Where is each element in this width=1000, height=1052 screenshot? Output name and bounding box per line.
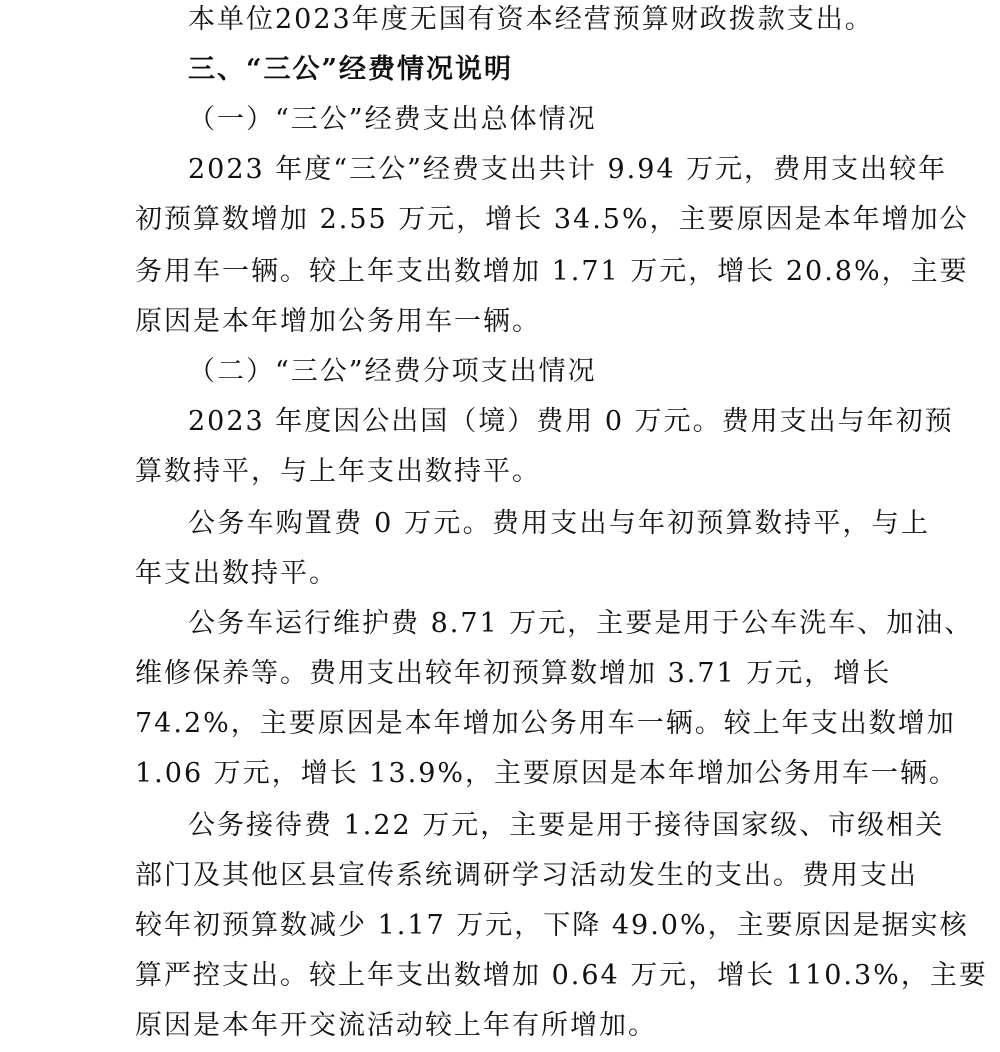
paragraph-line: 初预算数增加 2.55 万元，增长 34.5%，主要原因是本年增加公	[135, 204, 969, 235]
paragraph-line: 2023 年度因公出国（境）费用 0 万元。费用支出与年初预	[188, 406, 954, 437]
paragraph-line: 原因是本年增加公务用车一辆。	[135, 306, 541, 337]
subsection-heading: （二）“三公”经费分项支出情况	[188, 356, 597, 387]
paragraph-line: 74.2%，主要原因是本年增加公务用车一辆。较上年支出数增加	[135, 708, 956, 739]
paragraph-line: 较年初预算数减少 1.17 万元，下降 49.0%，主要原因是据实核	[135, 910, 969, 941]
paragraph-line: 维修保养等。费用支出较年初预算数增加 3.71 万元，增长	[135, 658, 892, 689]
paragraph-line: 1.06 万元，增长 13.9%，主要原因是本年增加公务用车一辆。	[135, 758, 959, 789]
section-heading: 三、“三公”经费情况说明	[188, 54, 514, 85]
paragraph-line: 算数持平，与上年支出数持平。	[135, 456, 541, 487]
paragraph-line: 公务车购置费 0 万元。费用支出与年初预算数持平，与上	[188, 508, 930, 539]
paragraph-line: 公务车运行维护费 8.71 万元，主要是用于公车洗车、加油、	[188, 608, 974, 639]
paragraph-line: 原因是本年开交流活动较上年有所增加。	[135, 1010, 657, 1041]
paragraph-line: 年支出数持平。	[135, 558, 338, 589]
paragraph-line: 务用车一辆。较上年支出数增加 1.71 万元，增长 20.8%，主要	[135, 256, 969, 287]
paragraph-line: 算严控支出。较上年支出数增加 0.64 万元，增长 110.3%，主要	[135, 960, 988, 991]
subsection-heading: （一）“三公”经费支出总体情况	[188, 104, 597, 135]
paragraph-line: 部门及其他区县宣传系统调研学习活动发生的支出。费用支出	[135, 860, 918, 891]
paragraph-line: 本单位2023年度无国有资本经营预算财政拨款支出。	[188, 4, 874, 35]
paragraph-line: 2023 年度“三公”经费支出共计 9.94 万元，费用支出较年	[188, 154, 948, 185]
paragraph-line: 公务接待费 1.22 万元，主要是用于接待国家级、市级相关	[188, 810, 945, 841]
